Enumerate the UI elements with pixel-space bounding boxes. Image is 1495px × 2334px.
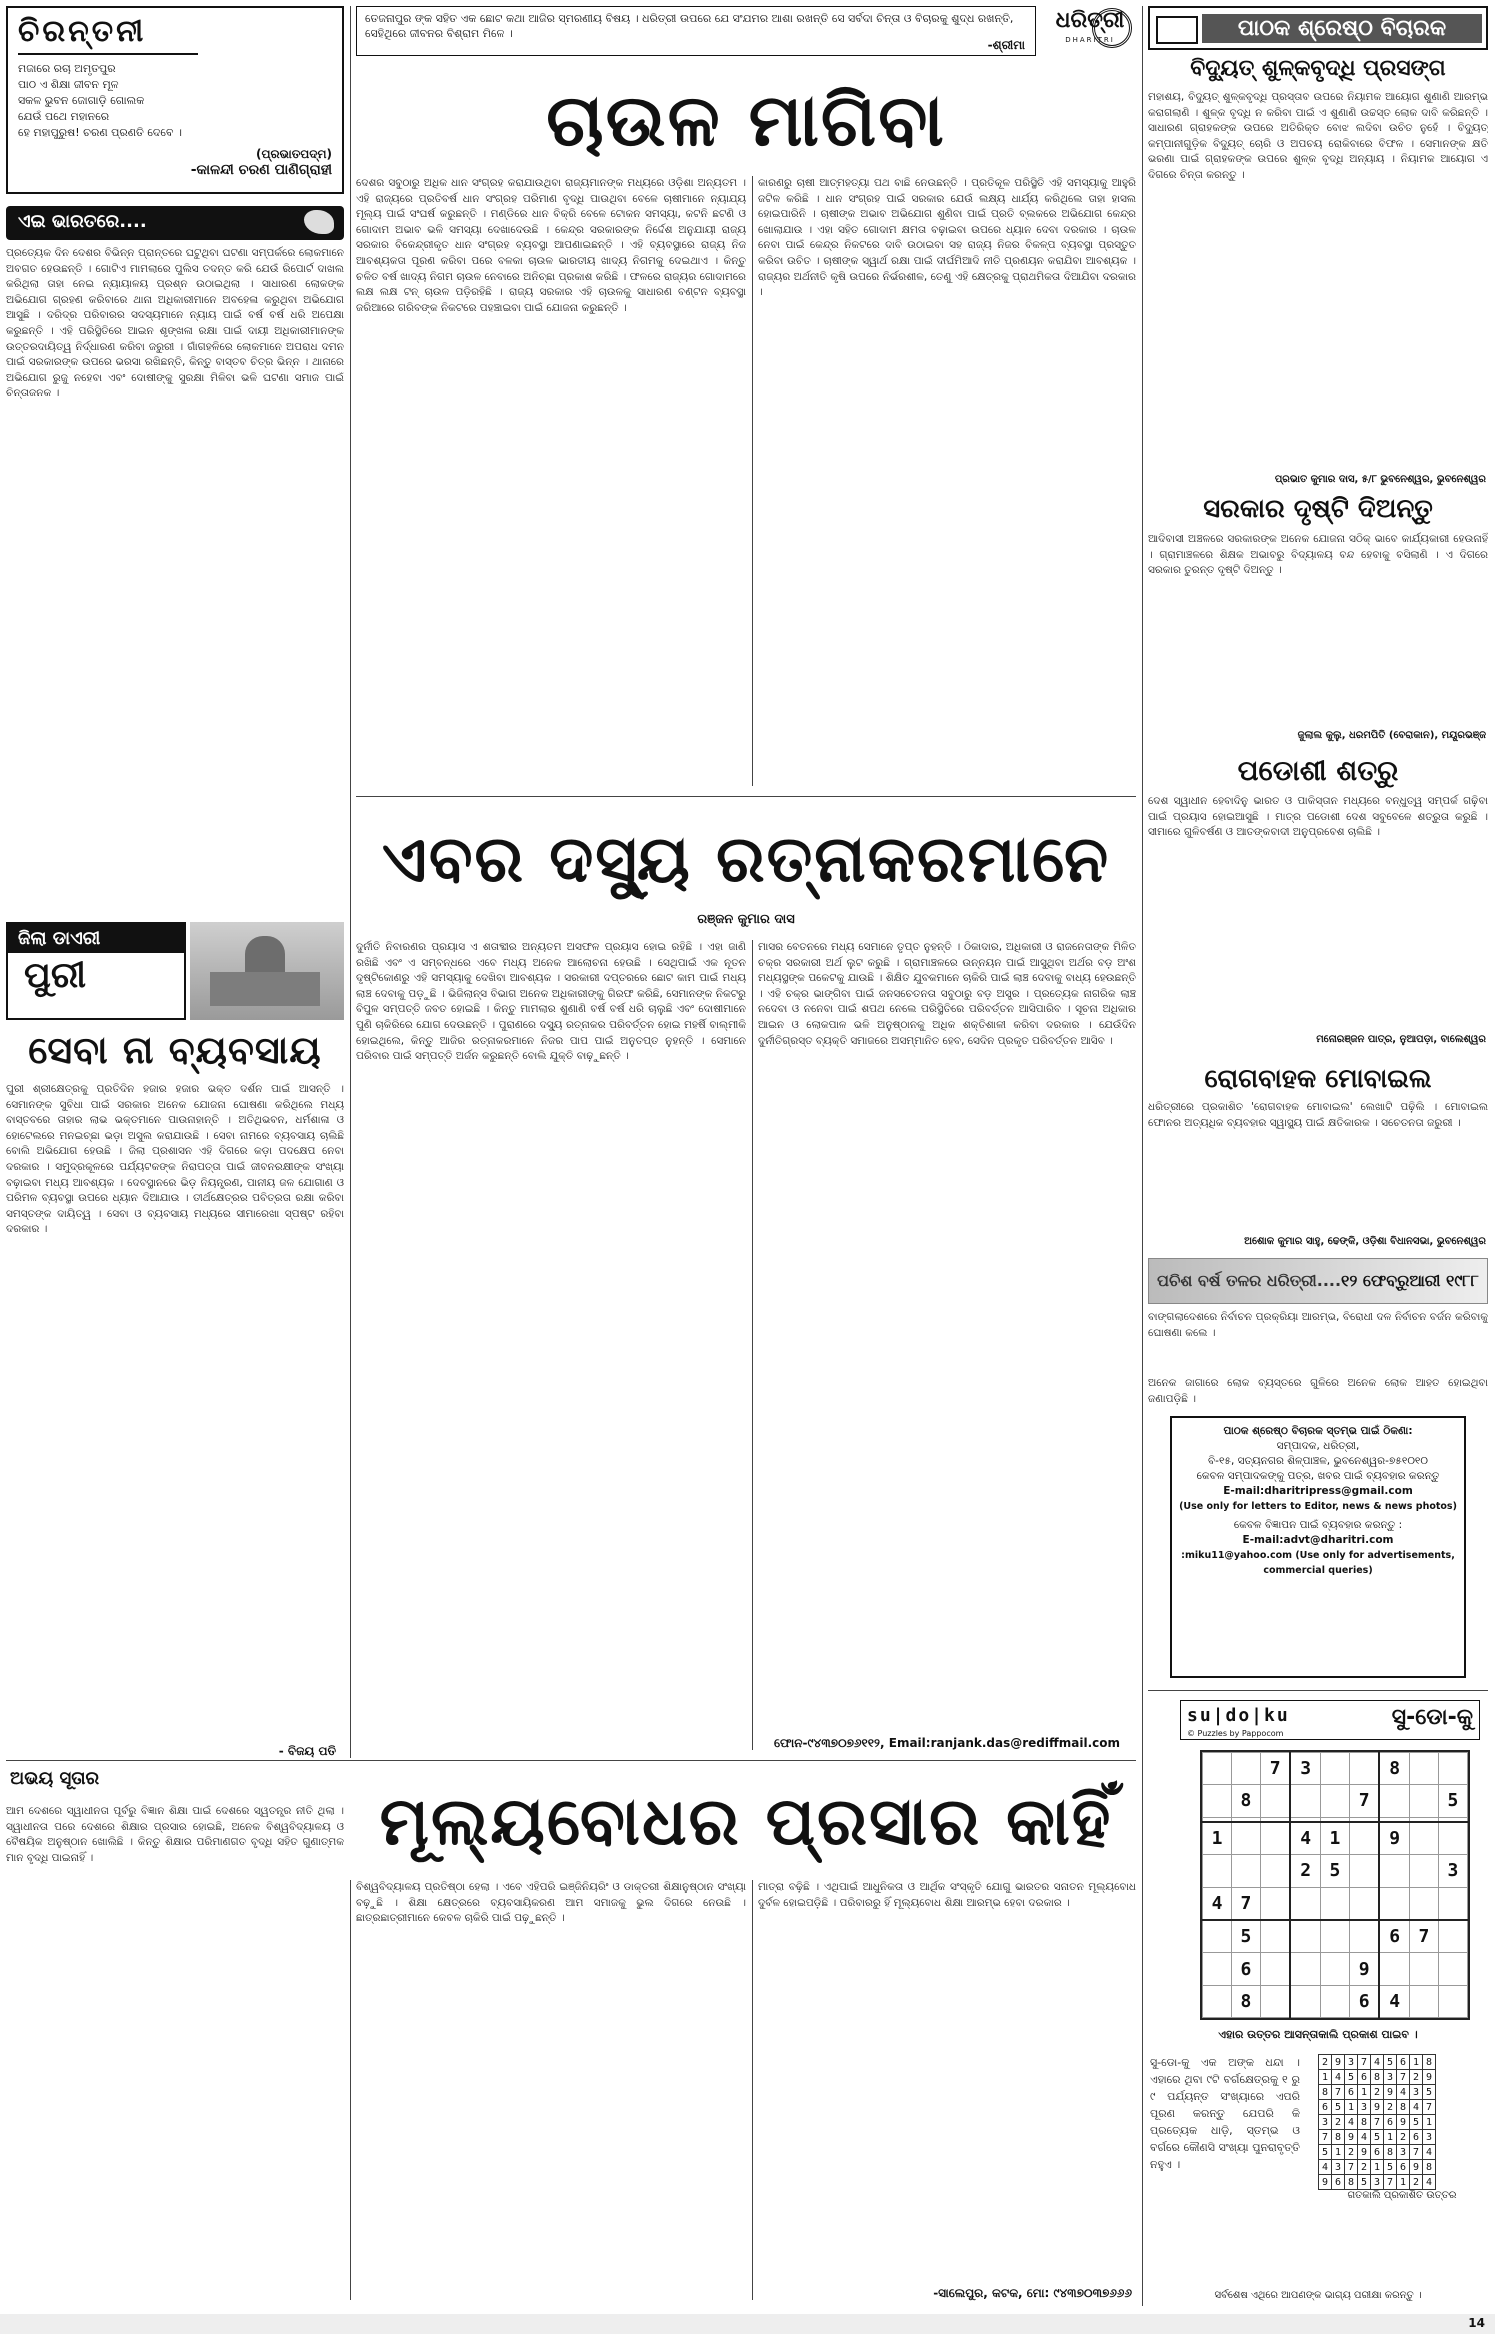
sudoku-cell[interactable] <box>1203 1855 1232 1887</box>
sudoku-prev-label: ଗତକାଲି ପ୍ରକାଶିତ ଉତ୍ତର <box>1347 2190 1457 2201</box>
page-footer-bar <box>0 2314 1495 2334</box>
sudoku-answer-cell: 4 <box>1345 2115 1358 2130</box>
masthead-quote <box>356 6 1036 56</box>
sudoku-answer-cell: 7 <box>1397 2070 1410 2085</box>
sudoku-answer-cell: 6 <box>1319 2100 1332 2115</box>
poem-line: ମଜାରେ ରଚା ଅମୃତପୁର <box>18 62 116 75</box>
sudoku-answer-cell: 4 <box>1423 2175 1436 2190</box>
sudoku-answer-note: ଏହାର ଉତ୍ତର ଆସନ୍ତାକାଲି ପ୍ରକାଶ ପାଇବ । <box>1218 2028 1418 2041</box>
sudoku-answer-cell: 1 <box>1332 2145 1345 2160</box>
sudoku-answer-cell: 5 <box>1358 2175 1371 2190</box>
sudoku-answer-cell: 9 <box>1319 2175 1332 2190</box>
sudoku-cell[interactable] <box>1290 1785 1320 1817</box>
sudoku-cell[interactable]: 9 <box>1349 1953 1379 1985</box>
sudoku-cell[interactable] <box>1203 1985 1232 2017</box>
sudoku-cell[interactable]: 9 <box>1379 1822 1409 1855</box>
anniversary-item: ଅନେକ ଜାଗାରେ ଲୋକ ବ୍ୟସ୍ତରେ ଗୁଳିରେ ଅନେକ ଲୋକ ଆହତ ହୋଇଥିବା ଜଣାପଡ଼ିଛି । <box>1148 1377 1488 1405</box>
letter2-title: ସରକାର ଦୃଷ୍ଟି ଦିଅନ୍ତୁ <box>1203 494 1433 524</box>
lead-article-col1: ଦେଶର ସବୁଠାରୁ ଅଧିକ ଧାନ ସଂଗ୍ରହ କରାଯାଉଥିବା ରାଜ୍ୟମାନଙ୍କ ମଧ୍ୟରେ ଓଡ଼ିଶା ଅନ୍ୟତମ । ଏହି ରାଜ୍ୟରେ ପ୍ରତିବର୍ଷ ଧାନ ସଂଗ୍ରହ ପରିମାଣ ବୃଦ୍ଧି ପାଉଥିବା ବେଳେ ଚାଷୀମାନେ ନ୍ୟାଯ୍ୟ ମୂଲ୍ୟ ପାଇଁ ସଂଘର୍ଷ କରୁଛନ୍ତି । ମଣ୍ଡିରେ ଧାନ ବିକ୍ରି ବେଳେ ଟୋକନ ସମସ୍ୟା, କଟନି ଛଟଣି ଓ ଗୋଦାମ ଅଭାବ ଭଳି ସମସ୍ୟା ଦେଖାଦେଉଛି । କେନ୍ଦ୍ର ସରକାରଙ୍କ ନିର୍ଦ୍ଦେଶ ଅନୁଯାୟୀ ରାଜ୍ୟ ସରକାର ବିକେନ୍ଦ୍ରୀକୃତ ଧାନ ସଂଗ୍ରହ ବ୍ୟବସ୍ଥା ଆପଣାଇଛନ୍ତି । ଏହି ବ୍ୟବସ୍ଥାରେ ରାଜ୍ୟ ନିଜ ଆବଶ୍ୟକତା ପୂରଣ କରିବା ପରେ ବଳକା ଚାଉଳ ଭାରତୀୟ ଖାଦ୍ୟ ନିଗମକୁ ଦେଇଥାଏ । କିନ୍ତୁ ଚଳିତ ବର୍ଷ ଖାଦ୍ୟ ନିଗମ ଚାଉଳ ନେବାରେ ଅନିଚ୍ଛା ପ୍ରକାଶ କରିଛି । ଫଳରେ ରାଜ୍ୟର ଗୋଦାମରେ ଲକ୍ଷ ଲକ୍ଷ ଟନ୍ ଚାଉଳ ପଡ଼ିରହିଛି । ରାଜ୍ୟ ସରକାର ଏହି ଚାଉଳକୁ ସାଧାରଣ ବଣ୍ଟନ ବ୍ୟବସ୍ଥା ଜରିଆରେ ଗରିବଙ୍କ ନିକଟରେ ପହଞ୍ଚାଇବା ପାଇଁ ଯୋଜନା କରୁଛନ୍ତି । <box>356 177 746 314</box>
sudoku-answer-cell: 4 <box>1319 2160 1332 2175</box>
sudoku-answer-cell: 7 <box>1410 2145 1423 2160</box>
sudoku-cell[interactable] <box>1320 1953 1349 1985</box>
mulya-headline: ମୂଲ୍ୟବୋଧର ପ୍ରସାର କାହିଁ <box>379 1783 1113 1860</box>
poem-line: ପାଠ ଏ ଶିକ୍ଷା ଜୀବନ ମୂଳ <box>18 78 119 91</box>
sudoku-answer-cell: 9 <box>1423 2070 1436 2085</box>
logo-sub: DHARITRI <box>1065 36 1115 44</box>
letter1-text: ମହାଶୟ, ବିଦ୍ୟୁତ୍ ଶୁଳ୍କବୃଦ୍ଧି ପ୍ରସ୍ତାବ ଉପରେ ନିୟାମକ ଆୟୋଗ ଶୁଣାଣି ଆରମ୍ଭ କରାଗଲାଣି । ଶୁଳ୍କ ବୃଦ୍ଧି ନ କରିବା ପାଇଁ ଏ ଶୁଣାଣି ଉଚ୍ଚସ୍ତ ଲୋକ ଦାବି କରିଛନ୍ତି । ସାଧାରଣ ଗ୍ରାହକଙ୍କ ଉପରେ ଅତିରିକ୍ତ ବୋଝ ଲଦିବା ଉଚିତ ନୁହେଁ । ବିଦ୍ୟୁତ୍ କମ୍ପାନୀଗୁଡ଼ିକ ବିଦ୍ୟୁତ୍ ଚୋରି ଓ ଅପଚୟ ରୋକିବାରେ ବିଫଳ । ସେମାନଙ୍କ କ୍ଷତି ଭରଣା ପାଇଁ ଗ୍ରାହକଙ୍କ ଉପରେ ଶୁଳ୍କ ବୃଦ୍ଧି ଅନ୍ୟାୟ । ନିୟାମକ ଆୟୋଗ ଏ ଦିଗରେ ଚିନ୍ତା କରନ୍ତୁ । <box>1148 91 1488 181</box>
sudoku-answer-cell: 8 <box>1397 2100 1410 2115</box>
logo-text: ଧରିତ୍ରୀ <box>1055 8 1125 33</box>
sudoku-cell[interactable] <box>1349 1887 1379 1920</box>
sudoku-cell[interactable] <box>1260 1855 1290 1887</box>
letter4-author: ଅଶୋକ କୁମାର ସାହୁ, ଢେଙ୍କି, ଓଡ଼ିଶା ବିଧାନସଭା, ଭୁବନେଶ୍ୱର <box>1244 1236 1486 1247</box>
sudoku-cell[interactable] <box>1260 1920 1290 1953</box>
sudoku-cell[interactable]: 8 <box>1379 1753 1409 1785</box>
sudoku-answer-cell: 8 <box>1371 2070 1384 2085</box>
contact-ad-label: କେବଳ ବିଜ୍ଞାପନ ପାଇଁ ବ୍ୟବହାର କରନ୍ତୁ : <box>1233 1519 1403 1531</box>
sudoku-answer-cell: 9 <box>1358 2145 1371 2160</box>
contact-title: ପାଠକ ଶ୍ରେଷ୍ଠ ବିଚାରକ ସ୍ତମ୍ଭ ପାଇଁ ଠିକଣା: <box>1223 1425 1413 1437</box>
sudoku-answer-cell: 7 <box>1319 2130 1332 2145</box>
sudoku-cell[interactable]: 6 <box>1231 1953 1260 1985</box>
sudoku-credit: © Puzzles by Pappocom <box>1187 1729 1284 1738</box>
sudoku-answer-cell: 3 <box>1332 2160 1345 2175</box>
letter3-text: ଦେଶ ସ୍ୱାଧୀନ ହେବାଦିନୁ ଭାରତ ଓ ପାକିସ୍ତାନ ମଧ୍ୟରେ ବନ୍ଧୁତ୍ୱ ସମ୍ପର୍କ ଗଢ଼ିବା ପାଇଁ ପ୍ରୟାସ ହୋଇଆସୁଛି । ମାତ୍ର ପଡୋଶୀ ଦେଶ ସବୁବେଳେ ଶତ୍ରୁତା କରୁଛି । ସୀମାରେ ଗୁଳିବର୍ଷଣ ଓ ଆତଙ୍କବାଦୀ ଅନୁପ୍ରବେଶ ଚାଲିଛି । <box>1148 795 1488 839</box>
sudoku-answer-cell: 5 <box>1371 2130 1384 2145</box>
sudoku-cell[interactable] <box>1409 1785 1438 1817</box>
sudoku-cell[interactable] <box>1409 1822 1438 1855</box>
sudoku-answer-cell: 1 <box>1410 2055 1423 2070</box>
dasyu-contact: ଫୋନ-୯୪୩୭୦୭୬୧୧୨, Email:ranjank.das@rediffmail.com <box>774 1736 1120 1750</box>
sudoku-header <box>1180 1700 1480 1740</box>
sudoku-answer-cell: 3 <box>1384 2070 1397 2085</box>
sudoku-answer-cell: 6 <box>1358 2070 1371 2085</box>
contact-line: ବି-୧୫, ସତ୍ୟନଗର ଶିଳ୍ପାଞ୍ଚଳ, ଭୁବନେଶ୍ୱର-୭୫୧୦୧୦ <box>1208 1455 1428 1467</box>
sudoku-brand: su|do|ku <box>1187 1705 1290 1726</box>
quote-author: -ଶ୍ରୀମା <box>987 38 1025 52</box>
district-name: ପୁରୀ <box>24 955 87 996</box>
sudoku-answer-cell: 1 <box>1371 2160 1384 2175</box>
contact-box <box>1170 1416 1466 1678</box>
sudoku-cell[interactable]: 5 <box>1320 1855 1349 1887</box>
poem-line: ଯେଉଁ ପଥେ ମହାନରେ <box>18 110 110 123</box>
sudoku-answer-cell: 3 <box>1371 2175 1384 2190</box>
sudoku-cell[interactable]: 5 <box>1438 1785 1467 1817</box>
sudoku-cell[interactable] <box>1231 1753 1260 1785</box>
letter1-title: ବିଦ୍ୟୁତ୍ ଶୁଳ୍କବୃଦ୍ଧି ପ୍ରସଙ୍ଗ <box>1190 56 1446 81</box>
lead-article-col2: କାରଣରୁ ଚାଷୀ ଆତ୍ମହତ୍ୟା ପଥ ବାଛି ନେଉଛନ୍ତି । ପ୍ରତିକୂଳ ପରିସ୍ଥିତି ଏହି ସମସ୍ୟାକୁ ଆହୁରି ଜଟିଳ କରିଛି । ଧାନ ସଂଗ୍ରହ ପାଇଁ ସରକାର ଯେଉଁ ଲକ୍ଷ୍ୟ ଧାର୍ଯ୍ୟ କରିଥିଲେ ତାହା ହାସଲ ହୋଇପାରିନି । ଚାଷୀଙ୍କ ଅଭାବ ଅଭିଯୋଗ ଶୁଣିବା ପାଇଁ ପ୍ରତି ବ୍ଲକରେ ଅଭିଯୋଗ କେନ୍ଦ୍ର ଖୋଲାଯାଉ । ଏହା ସହିତ ଗୋଦାମ କ୍ଷମତା ବଢ଼ାଇବା ଉପରେ ଧ୍ୟାନ ଦେବା ଦରକାର । ଚାଉଳ ନେବା ପାଇଁ କେନ୍ଦ୍ର ନିକଟରେ ଦାବି ଉଠାଇବା ସହ ରାଜ୍ୟ ନିଜର ବିକଳ୍ପ ବ୍ୟବସ୍ଥା ପ୍ରସ୍ତୁତ କରିବା ଉଚିତ । ଚାଷୀଙ୍କ ସ୍ୱାର୍ଥ ରକ୍ଷା ପାଇଁ ଦୀର୍ଘମିଆଦି ନୀତି ପ୍ରଣୟନ କରାଯିବା ଆବଶ୍ୟକ । ରାଜ୍ୟର ଅର୍ଥନୀତି କୃଷି ଉପରେ ନିର୍ଭରଶୀଳ, ତେଣୁ ଏହି କ୍ଷେତ୍ରକୁ ପ୍ରାଥମିକତା ଦିଆଯିବା ଦରକାର । <box>758 177 1136 299</box>
sudoku-cell[interactable] <box>1231 1855 1260 1887</box>
sudoku-odia-title: ସୁ-ଡୋ-କୁ <box>1391 1705 1473 1730</box>
sudoku-cell[interactable] <box>1349 1753 1379 1785</box>
poem-title: ଚିରନ୍ତନୀ <box>18 14 198 55</box>
wheel-icon <box>1092 8 1132 48</box>
sudoku-answer-cell: 2 <box>1319 2055 1332 2070</box>
seba-title: ସେବା ନା ବ୍ୟବସାୟ <box>28 1028 322 1072</box>
sudoku-cell[interactable]: 4 <box>1290 1822 1320 1855</box>
sudoku-answer-cell: 3 <box>1410 2085 1423 2100</box>
india-map-icon <box>304 210 334 234</box>
sudoku-answer-cell: 8 <box>1332 2130 1345 2145</box>
lead-headline: ଚାଉଳ ମାଗିବା <box>546 78 946 162</box>
sudoku-cell[interactable] <box>1320 1753 1349 1785</box>
sudoku-cell[interactable] <box>1409 1887 1438 1920</box>
sudoku-cell[interactable] <box>1320 1785 1349 1817</box>
sudoku-answer-cell: 5 <box>1319 2145 1332 2160</box>
sudoku-cell[interactable] <box>1320 1920 1349 1953</box>
sudoku-answer-cell: 4 <box>1410 2100 1423 2115</box>
sudoku-cell[interactable] <box>1320 1887 1349 1920</box>
sudoku-cell[interactable]: 3 <box>1438 1855 1467 1887</box>
poem-author: -କାଳନ୍ଦୀ ଚରଣ ପାଣିଗ୍ରାହୀ <box>190 162 332 178</box>
sudoku-cell[interactable] <box>1379 1953 1409 1985</box>
letter4-title: ରୋଗବାହକ ମୋବାଇଲ <box>1204 1064 1432 1094</box>
sudoku-answer-cell: 5 <box>1332 2100 1345 2115</box>
sudoku-cell[interactable]: 1 <box>1320 1822 1349 1855</box>
sudoku-cell[interactable]: 2 <box>1290 1855 1320 1887</box>
sudoku-cell[interactable] <box>1409 1985 1438 2017</box>
sudoku-answer-cell: 6 <box>1371 2145 1384 2160</box>
sudoku-answer-cell: 8 <box>1423 2160 1436 2175</box>
sudoku-cell[interactable] <box>1438 1953 1467 1985</box>
sudoku-cell[interactable] <box>1260 1887 1290 1920</box>
sudoku-answer-cell: 8 <box>1319 2085 1332 2100</box>
sudoku-cell[interactable] <box>1260 1822 1290 1855</box>
dasyu-byline: ରଞ୍ଜନ କୁମାର ଦାସ <box>697 912 795 927</box>
sudoku-answer-cell: 9 <box>1345 2130 1358 2145</box>
sudoku-cell[interactable] <box>1379 1785 1409 1817</box>
sudoku-cell[interactable] <box>1260 1985 1290 2017</box>
letter2-author: ଜୁଲାଲ କୁଲୁ, ଧରମପିତି (ବେରାକାନ), ମୟୂରଭଞ୍ଜ <box>1297 730 1486 741</box>
letter2-text: ଆଦିବାସୀ ଅଞ୍ଚଳରେ ସରକାରଙ୍କ ଅନେକ ଯୋଜନା ସଠିକ୍ ଭାବେ କାର୍ଯ୍ୟକାରୀ ହେଉନାହିଁ । ଗ୍ରାମାଞ୍ଚଳରେ ଶିକ୍ଷକ ଅଭାବରୁ ବିଦ୍ୟାଳୟ ବନ୍ଦ ହେବାକୁ ବସିଲାଣି । ଏ ଦିଗରେ ସରକାର ତୁରନ୍ତ ଦୃଷ୍ଟି ଦିଅନ୍ତୁ । <box>1148 533 1488 577</box>
sudoku-answer-cell: 3 <box>1423 2130 1436 2145</box>
sudoku-answer-cell: 2 <box>1332 2115 1345 2130</box>
sudoku-answer-cell: 2 <box>1410 2070 1423 2085</box>
poem-source: (ପ୍ରଭାତପଦ୍ମ) <box>256 147 332 161</box>
dasyu-article-col2: ମାସର ବେତନରେ ମଧ୍ୟ ସେମାନେ ତୃପ୍ତ ନୁହନ୍ତି । ଠିକାଦାର, ଅଧିକାରୀ ଓ ରାଜନେତାଙ୍କ ମିଳିତ ଚକ୍ର ସରକାରୀ ଅର୍ଥ ଲୁଟ କରୁଛି । ଗ୍ରାମାଞ୍ଚଳରେ ଉନ୍ନୟନ ପାଇଁ ଆସୁଥିବା ଅର୍ଥର ବଡ଼ ଅଂଶ ମଧ୍ୟସ୍ଥଙ୍କ ପକେଟକୁ ଯାଉଛି । ଶିକ୍ଷିତ ଯୁବକମାନେ ଚାକିରି ପାଇଁ ଲାଞ୍ଚ ଦେବାକୁ ବାଧ୍ୟ ହେଉଛନ୍ତି । ଏହି ଚକ୍ର ଭାଙ୍ଗିବା ପାଇଁ ଜନସଚେତନତା ସବୁଠାରୁ ବଡ଼ ଅସ୍ତ୍ର । ପ୍ରତ୍ୟେକ ନାଗରିକ ଲାଞ୍ଚ ନଦେବା ଓ ନନେବା ପାଇଁ ଶପଥ ନେଲେ ପରିସ୍ଥିତିରେ ପରିବର୍ତ୍ତନ ଆସିପାରିବ । ସୂଚନା ଅଧିକାର ଆଇନ ଓ ଲୋକପାଳ ଭଳି ଅନୁଷ୍ଠାନକୁ ଅଧିକ ଶକ୍ତିଶାଳୀ କରିବା ଦରକାର । ଯେଉଁଦିନ ଦୁର୍ନୀତିଗ୍ରସ୍ତ ବ୍ୟକ୍ତି ସମାଜରେ ଅସମ୍ମାନିତ ହେବ, ସେଦିନ ପ୍ରକୃତ ପରିବର୍ତ୍ତନ ଆସିବ । <box>758 941 1136 1047</box>
sudoku-answer-cell: 1 <box>1423 2115 1436 2130</box>
sudoku-cell[interactable] <box>1320 1985 1349 2017</box>
sudoku-answer-cell: 4 <box>1332 2070 1345 2085</box>
letter3-author: ମନୋରଞ୍ଜନ ପାତ୍ର, ନୁଆପଡ଼ା, ବାଲେଶ୍ୱର <box>1316 1034 1486 1045</box>
sudoku-answer-cell: 1 <box>1397 2175 1410 2190</box>
sudoku-cell[interactable] <box>1290 1920 1320 1953</box>
sudoku-answer-cell: 3 <box>1358 2100 1371 2115</box>
sudoku-cell[interactable]: 3 <box>1290 1753 1320 1785</box>
sudoku-answer-cell: 2 <box>1371 2085 1384 2100</box>
sudoku-answer-cell: 9 <box>1397 2115 1410 2130</box>
poem-box <box>6 6 344 194</box>
sudoku-answer-cell: 3 <box>1319 2115 1332 2130</box>
sudoku-answer-cell: 6 <box>1384 2115 1397 2130</box>
poem-line: ସକଳ ଭୁବନ ଜୋଗାଡ଼ି ଗୋଲକ <box>18 94 145 107</box>
sudoku-footer: ସର୍ବଶେଷ ଏଥିରେ ଆପଣଙ୍କ ଭାଗ୍ୟ ପରୀକ୍ଷା କରନ୍ତୁ । <box>1214 2290 1422 2301</box>
sudoku-answer-cell: 4 <box>1423 2145 1436 2160</box>
mulya-article-col2: ବିଶ୍ୱବିଦ୍ୟାଳୟ ପ୍ରତିଷ୍ଠା ହେଲା । ଏବେ ଏହିପରି ଇଞ୍ଜିନିୟରିଂ ଓ ଡାକ୍ତରୀ ଶିକ୍ଷାନୁଷ୍ଠାନ ସଂଖ୍ୟା ବଢ଼ୁଛି । ଶିକ୍ଷା କ୍ଷେତ୍ରରେ ବ୍ୟବସାୟିକରଣ ଆମ ସମାଜକୁ ଭୁଲ ଦିଗରେ ନେଉଛି । ଛାତ୍ରଛାତ୍ରୀମାନେ କେବଳ ଚାକିରି ପାଇଁ ପଢ଼ୁଛନ୍ତି । <box>356 1881 746 1925</box>
sudoku-answer-cell: 2 <box>1397 2130 1410 2145</box>
seba-author: - ବିଜୟ ପତି <box>278 1744 336 1758</box>
anniversary-banner <box>1148 1258 1488 1304</box>
sudoku-answer-cell: 7 <box>1345 2160 1358 2175</box>
sudoku-cell[interactable] <box>1203 1753 1232 1785</box>
sudoku-cell[interactable]: 7 <box>1260 1753 1290 1785</box>
sudoku-answer-cell: 6 <box>1397 2055 1410 2070</box>
india-article: ପ୍ରତ୍ୟେକ ଦିନ ଦେଶର ବିଭିନ୍ନ ପ୍ରାନ୍ତରେ ଘଟୁଥିବା ଘଟଣା ସମ୍ପର୍କରେ ଲୋକମାନେ ଅବଗତ ହେଉଛନ୍ତି । ଗୋଟିଏ ମାମଲାରେ ପୁଲିସ ତଦନ୍ତ କରି ଯେଉଁ ରିପୋର୍ଟ ଦାଖଲ କରିଥିଲା ତାହା ନେଇ ନ୍ୟାୟାଳୟ ପ୍ରଶ୍ନ ଉଠାଇଥିଲା । ସାଧାରଣ ଲୋକଙ୍କ ଅଭିଯୋଗ ଗ୍ରହଣ କରିବାରେ ଥାନା ଅଧିକାରୀମାନେ ଅବହେଳା କରୁଥିବା ଅଭିଯୋଗ ଆସୁଛି । ଦରିଦ୍ର ପରିବାରର ସଦସ୍ୟମାନେ ନ୍ୟାୟ ପାଇଁ ବର୍ଷ ବର୍ଷ ଧରି ଅପେକ୍ଷା କରୁଛନ୍ତି । ଏହି ପରିସ୍ଥିତିରେ ଆଇନ ଶୃଙ୍ଖଳା ରକ୍ଷା ପାଇଁ ଦାୟୀ ଅଧିକାରୀମାନଙ୍କ ଉତ୍ତରଦାୟିତ୍ୱ ନିର୍ଦ୍ଧାରଣ କରିବା ଜରୁରୀ । ଗାଁଗହଳିରେ ଲୋକମାନେ ଅପରାଧ ଦମନ ପାଇଁ ସରକାରଙ୍କ ଉପରେ ଭରସା ରଖିଛନ୍ତି, କିନ୍ତୁ ବାସ୍ତବ ଚିତ୍ର ଭିନ୍ନ । ଥାନାରେ ଅଭିଯୋଗ ରୁଜୁ ନହେବା ଏବଂ ଦୋଷୀଙ୍କୁ ସୁରକ୍ଷା ମିଳିବା ଭଳି ଘଟଣା ସମାଜ ପାଇଁ ଚିନ୍ତାଜନକ । <box>6 247 344 400</box>
sudoku-cell[interactable]: 4 <box>1203 1887 1232 1920</box>
mulya-article-col1: ଆମ ଦେଶରେ ସ୍ୱାଧୀନତା ପୂର୍ବରୁ ବିଜ୍ଞାନ ଶିକ୍ଷା ପାଇଁ ଦେଶରେ ସ୍ୱତନ୍ତ୍ର ନୀତି ଥିଲା । ସ୍ୱାଧୀନତା ପରେ ଦେଶରେ ଶିକ୍ଷାର ପ୍ରସାର ହୋଇଛି, ଅନେକ ବିଶ୍ୱବିଦ୍ୟାଳୟ ଓ ବୈଷୟିକ ଅନୁଷ୍ଠାନ ଖୋଲିଛି । କିନ୍ତୁ ଶିକ୍ଷାର ପରିମାଣଗତ ବୃଦ୍ଧି ସହିତ ଗୁଣାତ୍ମକ ମାନ ବୃଦ୍ଧି ପାଇନାହିଁ । <box>6 1805 344 1864</box>
sudoku-answer-cell: 9 <box>1332 2055 1345 2070</box>
sudoku-cell[interactable] <box>1203 1785 1232 1817</box>
sudoku-cell[interactable]: 6 <box>1349 1985 1379 2017</box>
contact-note: (Use only for letters to Editor, news & news photos) <box>1179 1501 1457 1512</box>
mulya-article-col3: ମାତ୍ରା ବଢ଼ିଛି । ଏଥିପାଇଁ ଆଧୁନିକତା ଓ ଆର୍ଥିକ ସଂସ୍କୃତି ଯୋଗୁ ଭାରତର ସନାତନ ମୂଲ୍ୟବୋଧ ଦୁର୍ବଳ ହୋଇପଡ଼ିଛି । ପରିବାରରୁ ହିଁ ମୂଲ୍ୟବୋଧ ଶିକ୍ଷା ଆରମ୍ଭ ହେବା ଦରକାର । <box>758 1881 1136 1909</box>
sudoku-cell[interactable] <box>1203 1953 1232 1985</box>
sudoku-cell[interactable] <box>1379 1855 1409 1887</box>
sudoku-cell[interactable] <box>1231 1822 1260 1855</box>
readers-section-title: ପାଠକ ଶ୍ରେଷ୍ଠ ବିଚାରକ <box>1202 14 1482 43</box>
sudoku-answer-cell: 4 <box>1397 2085 1410 2100</box>
letter1-author: ପ୍ରଭାତ କୁମାର ଦାସ, ୫/୮ ଭୁବନେଶ୍ୱର, ଭୁବନେଶ୍ୱର <box>1274 474 1486 485</box>
contact-email[interactable]: :miku11@yahoo.com (Use only for advertisements, commercial queries) <box>1181 1550 1455 1576</box>
sudoku-cell[interactable]: 6 <box>1379 1920 1409 1953</box>
sudoku-answer-cell: 1 <box>1319 2070 1332 2085</box>
sudoku-answer-cell: 2 <box>1384 2100 1397 2115</box>
sudoku-puzzle[interactable] <box>1200 1750 1470 2020</box>
sudoku-cell[interactable] <box>1438 1753 1467 1785</box>
sudoku-cell[interactable] <box>1290 1985 1320 2017</box>
sudoku-rules: ସୁ-ଡୋ-କୁ ଏକ ଅଙ୍କ ଧନ୍ଦା । ଏହାରେ ଥିବା ୯ଟି ବର୍ଗକ୍ଷେତ୍ରକୁ ୧ ରୁ ୯ ପର୍ଯ୍ୟନ୍ତ ସଂଖ୍ୟାରେ ଏପରି ପୂରଣ କରନ୍ତୁ ଯେପରି କି ପ୍ରତ୍ୟେକ ଧାଡ଼ି, ସ୍ତମ୍ଭ ଓ ବର୍ଗରେ କୌଣସି ସଂଖ୍ୟା ପୁନରାବୃତ୍ତି ନହୁଏ । <box>1150 2056 1300 2171</box>
sudoku-cell[interactable] <box>1438 1985 1467 2017</box>
anniversary-label: ପଚିଶ ବର୍ଷ ତଳର ଧରିତ୍ରୀ.... <box>1157 1271 1342 1290</box>
district-diary-banner <box>6 922 186 1020</box>
dasyu-headline: ଏବର ଦସ୍ୟୁ ରତ୍ନାକରମାନେ <box>381 823 1111 897</box>
sudoku-cell[interactable]: 7 <box>1349 1785 1379 1817</box>
sudoku-answer-cell: 6 <box>1345 2085 1358 2100</box>
sudoku-cell[interactable]: 8 <box>1231 1985 1260 2017</box>
sudoku-answer-cell: 6 <box>1410 2130 1423 2145</box>
sudoku-answer-cell: 7 <box>1358 2055 1371 2070</box>
contact-email[interactable]: E-mail:dharitripress@gmail.com <box>1223 1485 1413 1497</box>
sudoku-answer-cell: 8 <box>1384 2145 1397 2160</box>
sudoku-cell[interactable] <box>1409 1953 1438 1985</box>
sudoku-answer-cell: 2 <box>1358 2160 1371 2175</box>
sudoku-previous-answer <box>1318 2054 1436 2190</box>
sudoku-cell[interactable] <box>1260 1953 1290 1985</box>
sudoku-answer-cell: 6 <box>1397 2160 1410 2175</box>
letter4-text: ଧରିତ୍ରୀରେ ପ୍ରକାଶିତ 'ରୋଗବାହକ ମୋବାଇଲ' ଲେଖାଟି ପଢ଼ିଲି । ମୋବାଇଲ ଫୋନର ଅତ୍ୟଧିକ ବ୍ୟବହାର ସ୍ୱାସ୍ଥ୍ୟ ପାଇଁ କ୍ଷତିକାରକ । ସଚେତନତା ଜରୁରୀ । <box>1148 1101 1488 1129</box>
sudoku-cell[interactable] <box>1349 1822 1379 1855</box>
sudoku-answer-cell: 2 <box>1345 2145 1358 2160</box>
sudoku-cell[interactable] <box>1203 1920 1232 1953</box>
india-header-label: ଏଇ ଭାରତରେ.... <box>18 211 147 232</box>
sudoku-cell[interactable] <box>1409 1855 1438 1887</box>
page-number: 14 <box>1468 2316 1485 2330</box>
sudoku-cell[interactable]: 7 <box>1231 1887 1260 1920</box>
contact-email[interactable]: E-mail:advt@dharitri.com <box>1242 1534 1394 1546</box>
sudoku-answer-cell: 7 <box>1423 2100 1436 2115</box>
sudoku-answer-cell: 8 <box>1345 2175 1358 2190</box>
sudoku-answer-cell: 7 <box>1332 2085 1345 2100</box>
sudoku-cell[interactable] <box>1290 1953 1320 1985</box>
sudoku-answer-cell: 9 <box>1371 2100 1384 2115</box>
abhaya-kicker: ଅଭୟ ସୂତାର <box>10 1768 100 1789</box>
sudoku-cell[interactable]: 5 <box>1231 1920 1260 1953</box>
seba-article: ପୁରୀ ଶ୍ରୀକ୍ଷେତ୍ରକୁ ପ୍ରତିଦିନ ହଜାର ହଜାର ଭକ୍ତ ଦର୍ଶନ ପାଇଁ ଆସନ୍ତି । ସେମାନଙ୍କ ସୁବିଧା ପାଇଁ ସରକାର ଅନେକ ଯୋଜନା ଘୋଷଣା କରିଥିଲେ ମଧ୍ୟ ବାସ୍ତବରେ ତାହାର ଲାଭ ଭକ୍ତମାନେ ପାଉନାହାନ୍ତି । ଅତିଥିଭବନ, ଧର୍ମଶାଳା ଓ ହୋଟେଲରେ ମନଇଚ୍ଛା ଭଡ଼ା ଅସୁଲ କରାଯାଉଛି । ସେବା ନାମରେ ବ୍ୟବସାୟ ଚାଲିଛି ବୋଲି ଅଭିଯୋଗ ହେଉଛି । ଜିଲା ପ୍ରଶାସନ ଏହି ଦିଗରେ କଡ଼ା ପଦକ୍ଷେପ ନେବା ଦରକାର । ସମୁଦ୍ରକୂଳରେ ପର୍ଯ୍ୟଟକଙ୍କ ନିରାପତ୍ତା ପାଇଁ ଜୀବନରକ୍ଷୀଙ୍କ ସଂଖ୍ୟା ବଢ଼ାଇବା ମଧ୍ୟ ଆବଶ୍ୟକ । ଦେବସ୍ଥାନରେ ଭିଡ଼ ନିୟନ୍ତ୍ରଣ, ପାନୀୟ ଜଳ ଯୋଗାଣ ଓ ପରିମଳ ବ୍ୟବସ୍ଥା ଉପରେ ଧ୍ୟାନ ଦିଆଯାଉ । ତୀର୍ଥକ୍ଷେତ୍ରର ପବିତ୍ରତା ରକ୍ଷା କରିବା ସମସ୍ତଙ୍କ ଦାୟିତ୍ୱ । ସେବା ଓ ବ୍ୟବସାୟ ମଧ୍ୟରେ ସୀମାରେଖା ସ୍ପଷ୍ଟ ରହିବା ଦରକାର । <box>6 1083 344 1236</box>
district-label: ଜିଲା ଡାଏରୀ <box>8 924 184 953</box>
sudoku-cell[interactable]: 7 <box>1409 1920 1438 1953</box>
sudoku-answer-cell: 5 <box>1384 2055 1397 2070</box>
sudoku-cell[interactable]: 8 <box>1231 1785 1260 1817</box>
sudoku-answer-cell: 1 <box>1345 2100 1358 2115</box>
anniversary-item: ବାଙ୍ଗଲାଦେଶରେ ନିର୍ବାଚନ ପ୍ରକ୍ରିୟା ଆରମ୍ଭ, ବିରୋଧୀ ଦଳ ନିର୍ବାଚନ ବର୍ଜନ କରିବାକୁ ଘୋଷଣା କଲେ । <box>1148 1311 1488 1339</box>
sudoku-answer-cell: 2 <box>1410 2175 1423 2190</box>
envelope-icon <box>1156 16 1198 44</box>
sudoku-answer-cell: 3 <box>1345 2055 1358 2070</box>
sudoku-answer-cell: 5 <box>1423 2085 1436 2100</box>
temple-image <box>190 922 344 1020</box>
quote-text: ତେଜନାପୁର ଙ୍କ ସହିତ ଏକ ଛୋଟ କଥା ଆଜିର ସ୍ମରଣୀୟ ବିଷୟ । ଧରିତ୍ରୀ ଉପରେ ଯେ ସଂଯମର ଆଶା ରଖନ୍ତି ସେ ସର୍ବଦା ଚିନ୍ତା ଓ ବିଚାରକୁ ଶୁଦ୍ଧ ରଖନ୍ତି, ସେହିଥିରେ ଜୀବନର ବିଶ୍ରାମ ମିଳେ । <box>365 12 1014 40</box>
sudoku-cell[interactable] <box>1409 1753 1438 1785</box>
readers-section-header <box>1148 6 1488 50</box>
sudoku-answer-cell: 9 <box>1410 2160 1423 2175</box>
sudoku-answer-cell: 4 <box>1371 2055 1384 2070</box>
india-header <box>6 206 344 240</box>
sudoku-answer-cell: 8 <box>1358 2115 1371 2130</box>
sudoku-answer-cell: 1 <box>1384 2130 1397 2145</box>
sudoku-cell[interactable] <box>1349 1920 1379 1953</box>
sudoku-answer-cell: 1 <box>1358 2085 1371 2100</box>
sudoku-answer-cell: 5 <box>1384 2160 1397 2175</box>
mulya-author: -ସାଲେପୁର, କଟକ, ମୋ: ୯୪୩୭୦୩୭୬୬୬ <box>933 2286 1132 2300</box>
sudoku-cell[interactable] <box>1438 1920 1467 1953</box>
sudoku-answer-cell: 4 <box>1358 2130 1371 2145</box>
sudoku-answer-cell: 7 <box>1384 2175 1397 2190</box>
sudoku-answer-cell: 9 <box>1384 2085 1397 2100</box>
sudoku-answer-cell: 7 <box>1371 2115 1384 2130</box>
sudoku-answer-cell: 5 <box>1410 2115 1423 2130</box>
sudoku-cell[interactable] <box>1438 1822 1467 1855</box>
sudoku-cell[interactable] <box>1290 1887 1320 1920</box>
sudoku-cell[interactable] <box>1379 1887 1409 1920</box>
sudoku-answer-cell: 6 <box>1332 2175 1345 2190</box>
anniversary-date: ୧୨ ଫେବ୍ରୁଆରୀ ୧୯୮୮ <box>1341 1271 1479 1290</box>
contact-line: ସମ୍ପାଦକ, ଧରିତ୍ରୀ, <box>1276 1440 1360 1452</box>
sudoku-cell[interactable] <box>1260 1785 1290 1817</box>
letter3-title: ପଡୋଶୀ ଶତ୍ରୁ <box>1237 754 1399 787</box>
sudoku-cell[interactable] <box>1438 1887 1467 1920</box>
dasyu-article-col1: ଦୁର୍ନୀତି ନିବାରଣର ପ୍ରୟାସ ଏ ଶତାବ୍ଦୀର ଅନ୍ୟତମ ଅସଫଳ ପ୍ରୟାସ ହୋଇ ରହିଛି । ଏହା ଜାଣି ରଖିଛି ଏବଂ ଏ ସମ୍ବନ୍ଧରେ ଏବେ ମଧ୍ୟ ଅନେକ ଆଲୋଚନା ହେଉଛି । ସେଥିପାଇଁ ଏକ ନୂତନ ଦୃଷ୍ଟିକୋଣରୁ ଏହି ସମସ୍ୟାକୁ ଦେଖିବା ଆବଶ୍ୟକ । ସରକାରୀ ଦପ୍ତରରେ ଛୋଟ କାମ ପାଇଁ ମଧ୍ୟ ଲାଞ୍ଚ ଦେବାକୁ ପଡ଼ୁଛି । ଭିଜିଲାନ୍ସ ବିଭାଗ ଅନେକ ଅଧିକାରୀଙ୍କୁ ଗିରଫ କରିଛି, ସେମାନଙ୍କ ନିକଟରୁ ବିପୁଳ ସମ୍ପତ୍ତି ଜବତ ହୋଇଛି । କିନ୍ତୁ ମାମଲାର ଶୁଣାଣି ବର୍ଷ ବର୍ଷ ଧରି ଚାଲୁଛି ଏବଂ ଦୋଷୀମାନେ ପୁଣି ଚାକିରିରେ ଯୋଗ ଦେଉଛନ୍ତି । ପୁରାଣରେ ଦସ୍ୟୁ ରତ୍ନାକର ପରିବର୍ତ୍ତନ ହୋଇ ମହର୍ଷି ବାଲ୍ମୀକି ହୋଇଥିଲେ, କିନ୍ତୁ ଆଜିର ରତ୍ନାକରମାନେ ନିଜର ପାପ ପାଇଁ ଅନୁତପ୍ତ ନୁହନ୍ତି । ସେମାନେ ପରିବାର ପାଇଁ ସମ୍ପତ୍ତି ଅର୍ଜନ କରୁଛନ୍ତି ବୋଲି ଯୁକ୍ତି ବାଢ଼ୁଛନ୍ତି । <box>356 941 746 1063</box>
sudoku-answer-cell: 5 <box>1345 2070 1358 2085</box>
sudoku-cell[interactable]: 4 <box>1379 1985 1409 2017</box>
sudoku-answer-cell: 8 <box>1423 2055 1436 2070</box>
sudoku-cell[interactable] <box>1349 1855 1379 1887</box>
sudoku-answer-cell: 3 <box>1397 2145 1410 2160</box>
poem-line: ହେ ମହାପୁରୁଷ! ଚରଣ ପ୍ରଣତି ଦେବେ । <box>18 126 182 139</box>
sudoku-cell[interactable]: 1 <box>1203 1822 1232 1855</box>
contact-line: କେବଳ ସମ୍ପାଦକଙ୍କୁ ପତ୍ର, ଖବର ପାଇଁ ବ୍ୟବହାର କରନ୍ତୁ <box>1196 1470 1440 1482</box>
